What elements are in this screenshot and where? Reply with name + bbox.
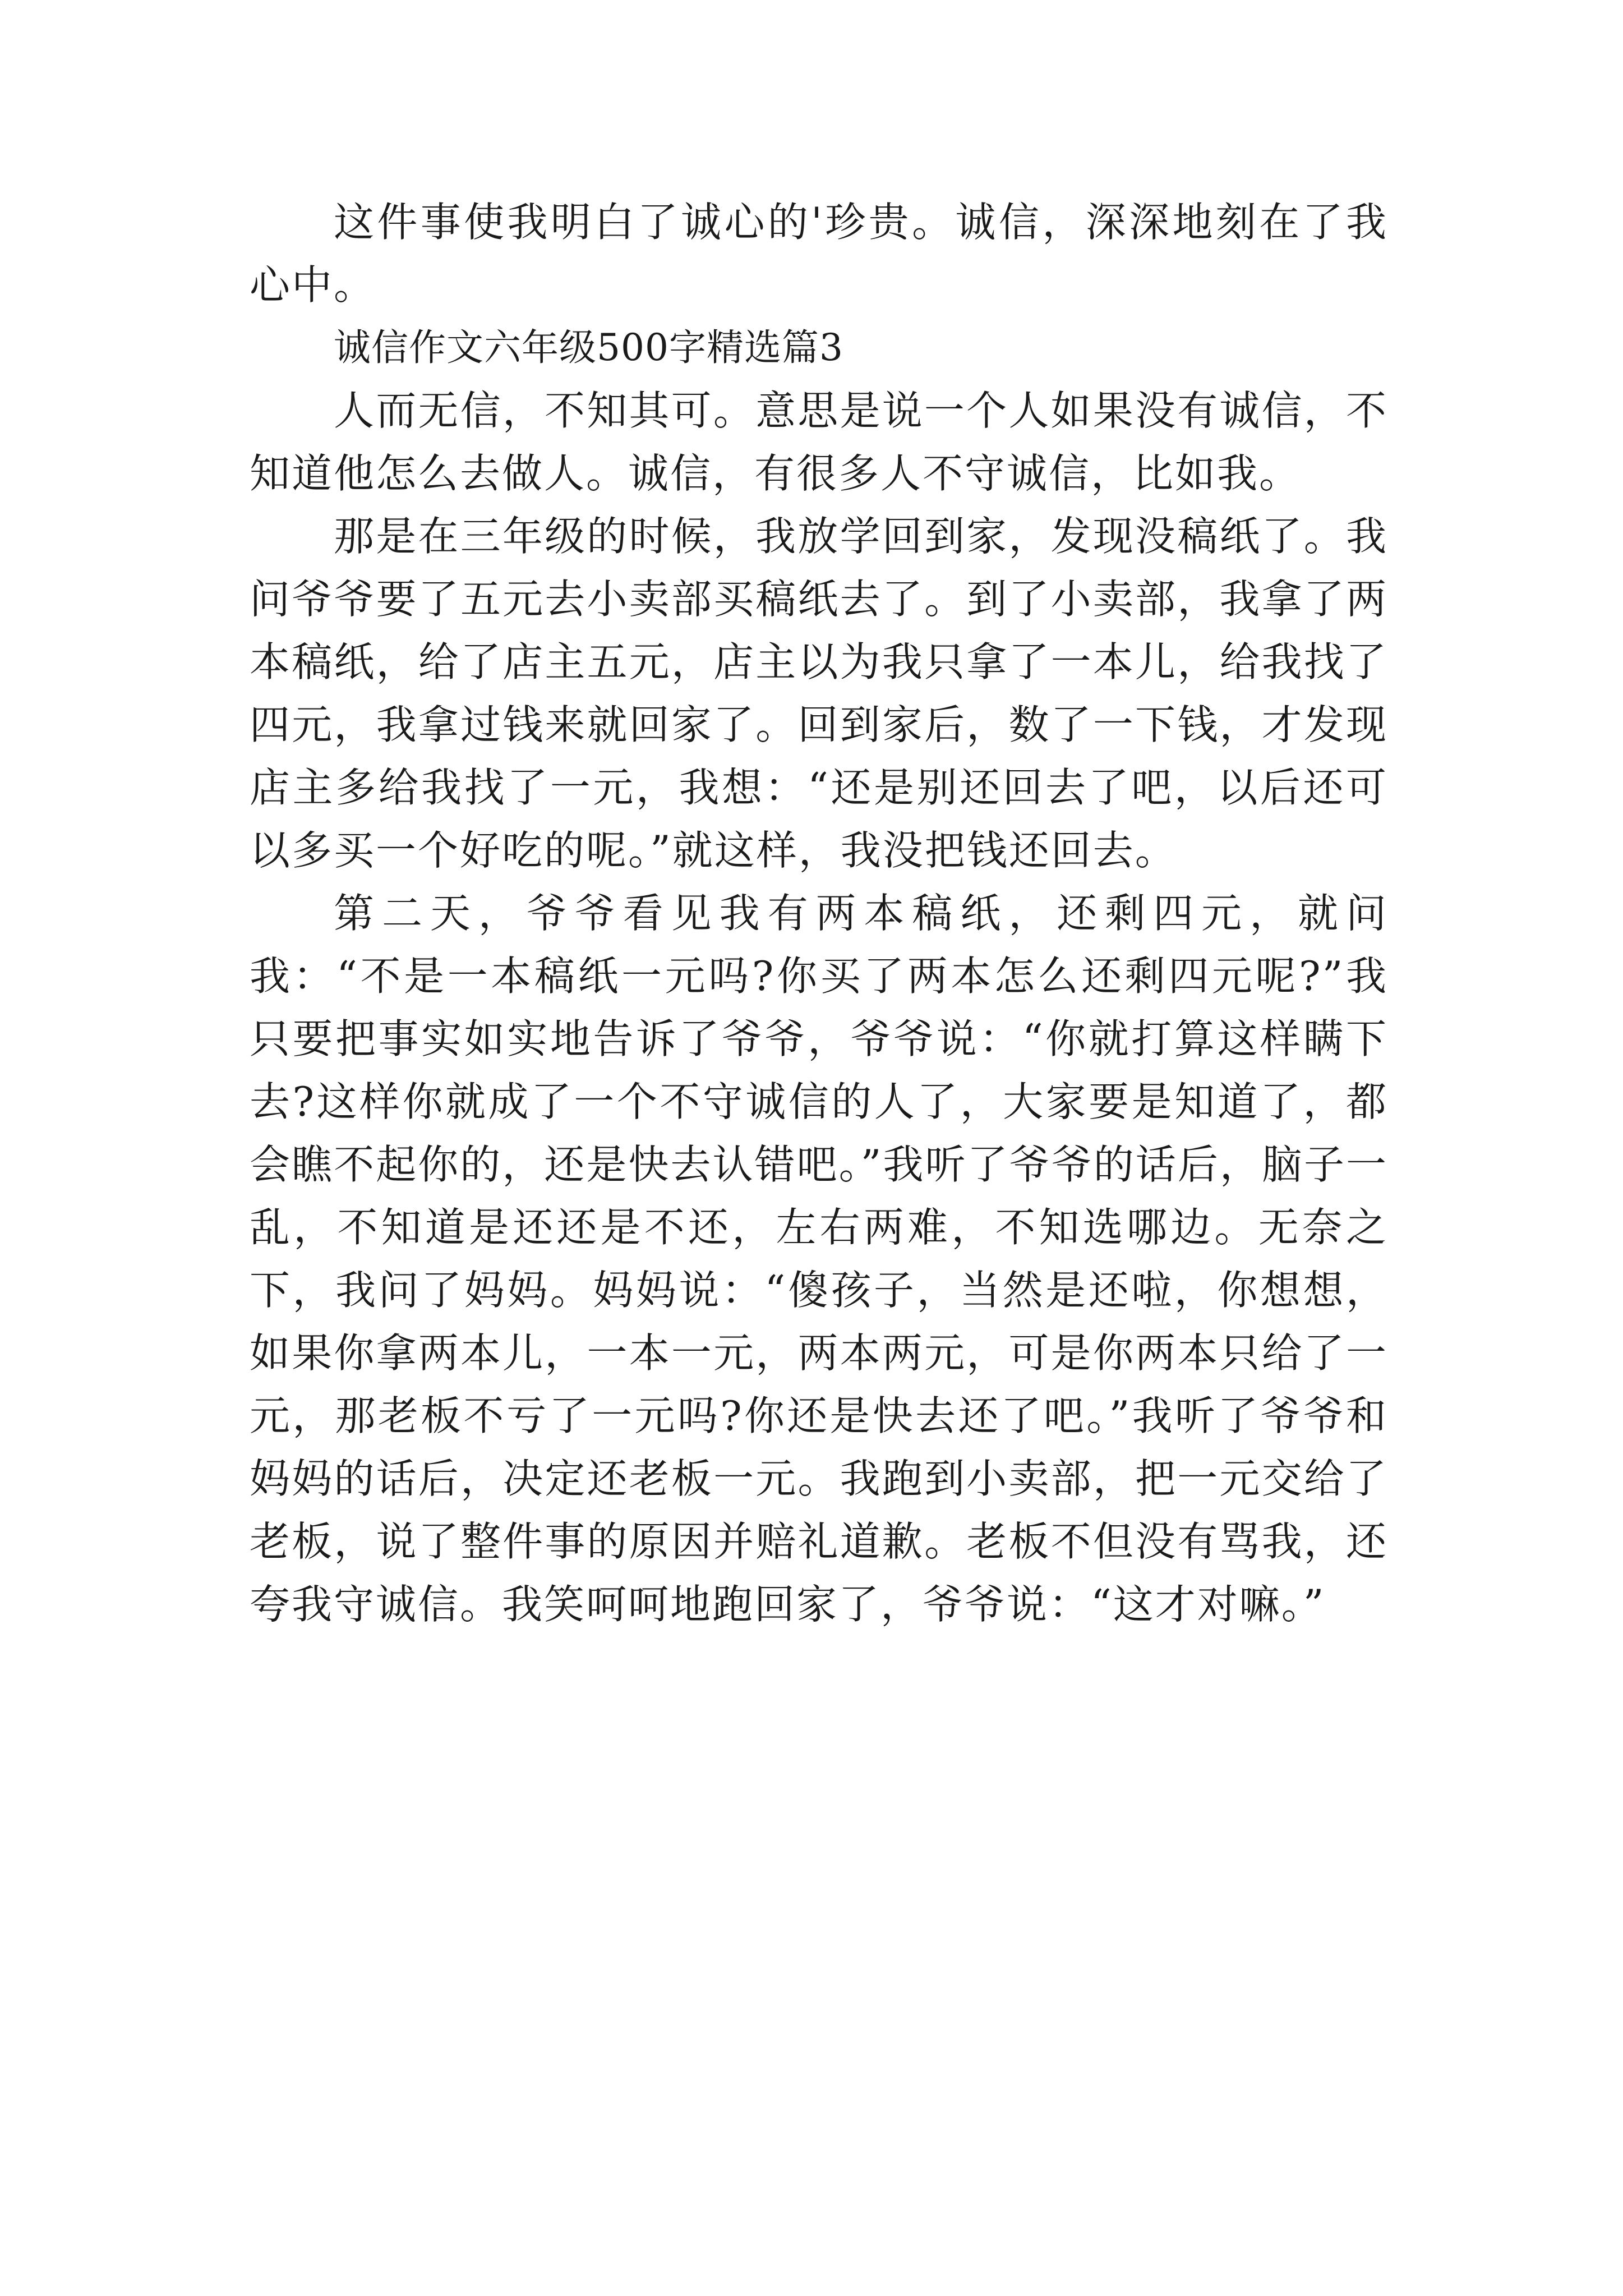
section-heading: 诚信作文六年级500字精选篇3 [334, 326, 843, 369]
paragraph-conclusion: 这件事使我明白了诚心的'珍贵。诚信，深深地刻在了我心中。 [250, 199, 1388, 309]
paragraph-ending: 第二天，爷爷看见我有两本稿纸，还剩四元，就问我：“不是一本稿纸一元吗?你买了两本怎么还剩四元呢?”我只要把事实如实地告诉了爷爷，爷爷说：“你就打算这样瞒下去?这样你就成了一个不守诚信的人了，大家要是知道了，都会瞧不起你的，还是快去认错吧。”我听了爷爷的话后，脑子一乱，不知道是还还是不还，左右两难，不知选哪边。无奈之下，我问了妈妈。妈妈说：“傻孩子，当然是还啦，你想想，如果你拿两本儿，一本一元，两本两元，可是你两本只给了一元，那老板不亏了一元吗?你还是快去还了吧。”我听了爷爷和妈妈的话后，决定还老板一元。我跑到小卖部，把一元交给了老板，说了整件事的原因并赔礼道歉。老板不但没有骂我，还夸我守诚信。我笑呵呵地跑回家了，爷爷说：“这才对嘛。” [250, 890, 1388, 1628]
paragraph-story: 那是在三年级的时候，我放学回到家，发现没稿纸了。我问爷爷要了五元去小卖部买稿纸去了。到了小卖部，我拿了两本稿纸，给了店主五元，店主以为我只拿了一本儿，给我找了四元，我拿过钱来就回家了。回到家后，数了一下钱，才发现店主多给我找了一元，我想：“还是别还回去了吧，以后还可以多买一个好吃的呢。”就这样，我没把钱还回去。 [250, 513, 1388, 874]
paragraph-intro: 人而无信，不知其可。意思是说一个人如果没有诚信，不知道他怎么去做人。诚信，有很多人不守诚信，比如我。 [250, 387, 1388, 497]
document-body [250, 191, 1388, 1636]
